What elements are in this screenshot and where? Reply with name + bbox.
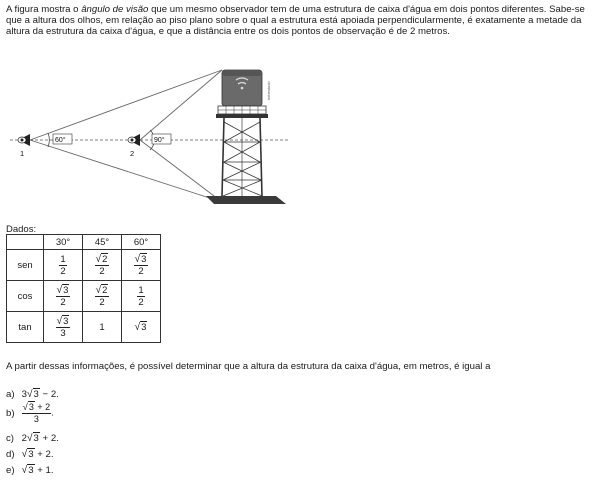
- angle-label-60: 60°: [55, 137, 66, 144]
- angle-label-90: 90°: [154, 137, 165, 144]
- dados-label: Dados:: [6, 224, 37, 235]
- point-label-1: 1: [20, 149, 25, 158]
- intro-italic-term: ângulo de visão: [81, 4, 149, 15]
- cell-tan-45: 1: [83, 312, 122, 343]
- option-a-label: a): [6, 389, 15, 400]
- cell-cos-30: $\frac{√3}{2}$: [44, 281, 83, 312]
- cell-tan-30: $\frac{√3}{3}$: [44, 312, 83, 343]
- table-row-tan: [7, 312, 161, 343]
- option-b[interactable]: b) $\frac{√3 + 2}{3}$ .: [6, 402, 54, 424]
- header-45: 45°: [83, 235, 122, 250]
- cell-sen-45: $\frac{√2}{2}$: [83, 250, 122, 281]
- trig-table: [6, 234, 161, 343]
- cell-sen-30: $\frac{1}{2}$: [44, 250, 83, 281]
- row-label-cos: cos: [7, 281, 44, 312]
- option-e[interactable]: e) √3 + 1.: [6, 465, 54, 476]
- table-row-sen: [7, 250, 161, 281]
- option-b-label: b): [6, 407, 15, 419]
- table-header-row: [7, 235, 161, 250]
- table-corner: [7, 235, 44, 250]
- figure-credit: Infoestudo: [266, 81, 271, 100]
- cell-tan-60: √3: [122, 312, 161, 343]
- problem-statement: [6, 4, 598, 38]
- option-e-label: e): [6, 465, 15, 476]
- option-d[interactable]: d) √3 + 2.: [6, 449, 54, 460]
- option-d-label: d): [6, 449, 15, 460]
- table-row-cos: [7, 281, 161, 312]
- cell-sen-60: $\frac{√3}{2}$: [122, 250, 161, 281]
- intro-text-2: que um mesmo observador tem de uma estrutura de caixa d'água em dois pontos diferentes. Sabe-se que a altura dos olhos, em relação ao piso plano sobre o qual a estrutura está apoiada perpendicularmente, é exatamente a metade da altura da estrutura da caixa d'água, e que a distância entre os dois pontos de observação é de 2 metros.: [6, 4, 585, 38]
- header-60: 60°: [122, 235, 161, 250]
- point-label-2: 2: [130, 149, 135, 158]
- row-label-sen: sen: [7, 250, 44, 281]
- row-label-tan: tan: [7, 312, 44, 343]
- cell-cos-45: $\frac{√2}{2}$: [83, 281, 122, 312]
- option-c-label: c): [6, 433, 14, 444]
- intro-text-1: A figura mostra o: [6, 4, 82, 15]
- cell-cos-60: $\frac{1}{2}$: [122, 281, 161, 312]
- header-30: 30°: [44, 235, 83, 250]
- option-c[interactable]: c) 2√3 + 2.: [6, 433, 59, 444]
- question-text: A partir dessas informações, é possível determinar que a altura da estrutura da caixa d'água, em metros, é igual a: [6, 361, 491, 372]
- water-tower-figure: [0, 62, 290, 222]
- option-a[interactable]: a) 3√3 − 2.: [6, 389, 59, 400]
